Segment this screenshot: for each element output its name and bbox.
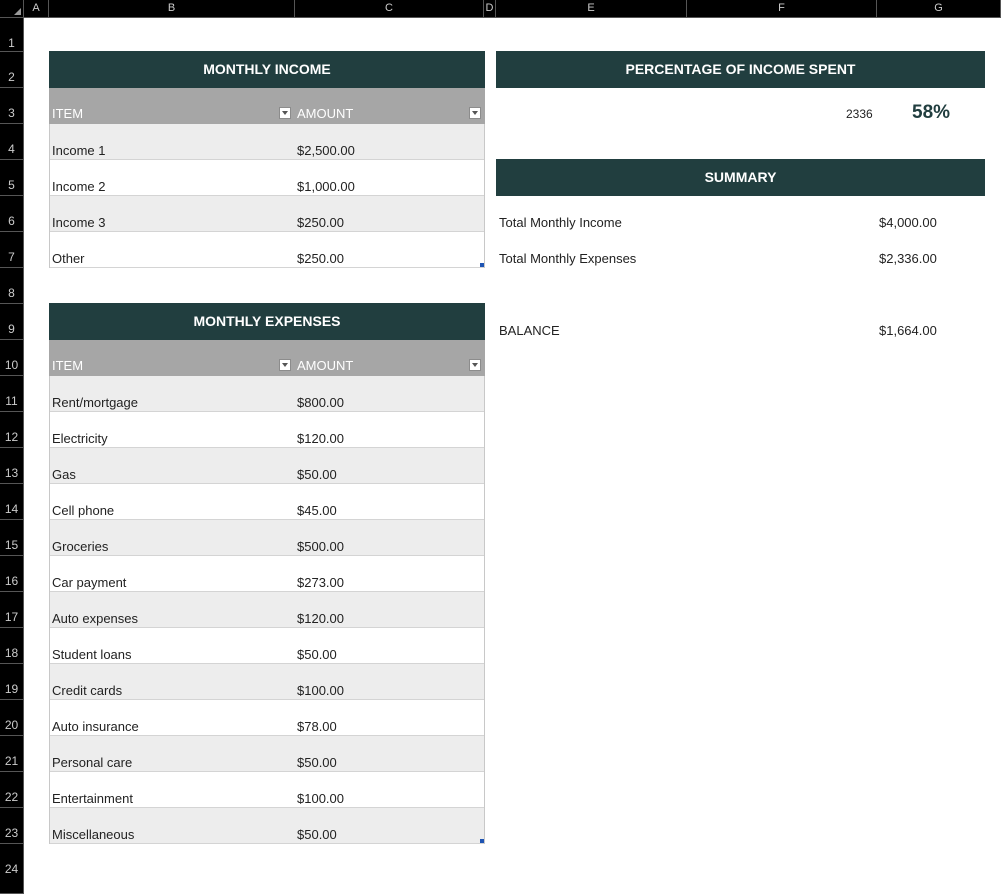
row-header-12[interactable]: 12 [0,412,24,448]
expense-amount: $500.00 [297,539,344,554]
expenses-col-item: ITEM [52,358,84,373]
income-item: Other [52,251,85,266]
row-header-7[interactable]: 7 [0,232,24,268]
income-item: Income 2 [52,179,106,194]
row-header-10[interactable]: 10 [0,340,24,376]
column-header-d[interactable]: D [484,0,496,18]
expense-item: Personal care [52,755,133,770]
expense-item: Entertainment [52,791,133,806]
column-header-e[interactable]: E [496,0,687,18]
expense-item: Auto expenses [52,611,139,626]
percentage-title: PERCENTAGE OF INCOME SPENT [496,51,985,88]
row-header-17[interactable]: 17 [0,592,24,628]
income-table-header [49,88,485,124]
expense-item: Cell phone [52,503,115,518]
expenses-total-raw[interactable]: 2336 [846,107,873,121]
expense-item: Auto insurance [52,719,139,734]
row-header-19[interactable]: 19 [0,664,24,700]
row-header-21[interactable]: 21 [0,736,24,772]
income-amount: $250.00 [297,215,344,230]
income-title: MONTHLY INCOME [49,51,485,88]
row-header-9[interactable]: 9 [0,304,24,340]
expense-amount: $50.00 [297,647,337,662]
expenses-table-resize-handle[interactable] [480,839,484,843]
row-header-22[interactable]: 22 [0,772,24,808]
expenses-table-border [49,376,485,844]
expense-amount: $800.00 [297,395,344,410]
expenses-col-amount: AMOUNT [297,358,354,373]
expense-item: Car payment [52,575,127,590]
column-header-a[interactable]: A [24,0,49,18]
income-item: Income 1 [52,143,106,158]
row-header-20[interactable]: 20 [0,700,24,736]
column-header-g[interactable]: G [877,0,1001,18]
row-header-3[interactable]: 3 [0,88,24,124]
income-col-amount: AMOUNT [297,106,354,121]
income-amount: $1,000.00 [297,179,355,194]
expense-item: Rent/mortgage [52,395,138,410]
expense-amount: $50.00 [297,467,337,482]
row-header-16[interactable]: 16 [0,556,24,592]
column-header-c[interactable]: C [295,0,484,18]
row-header-6[interactable]: 6 [0,196,24,232]
row-header-1[interactable]: 1 [0,18,24,52]
select-all-corner[interactable] [0,0,24,18]
expense-amount: $120.00 [297,431,344,446]
expense-item: Credit cards [52,683,123,698]
income-amount: $2,500.00 [297,143,355,158]
row-header-23[interactable]: 23 [0,808,24,844]
income-amount: $250.00 [297,251,344,266]
expense-amount: $45.00 [297,503,337,518]
expense-amount: $50.00 [297,755,337,770]
expense-amount: $273.00 [297,575,344,590]
expense-amount: $100.00 [297,683,344,698]
expense-amount: $120.00 [297,611,344,626]
expense-amount: $78.00 [297,719,337,734]
summary-expenses-value[interactable]: $2,336.00 [879,251,937,266]
expenses-amount-filter-dropdown[interactable] [469,359,481,371]
expense-item: Gas [52,467,76,482]
expense-item: Miscellaneous [52,827,135,842]
expenses-item-filter-dropdown[interactable] [279,359,291,371]
income-col-item: ITEM [52,106,84,121]
percent-spent[interactable]: 58% [912,102,951,123]
income-item: Income 3 [52,215,106,230]
expense-amount: $100.00 [297,791,344,806]
row-header-4[interactable]: 4 [0,124,24,160]
row-header-14[interactable]: 14 [0,484,24,520]
row-header-8[interactable]: 8 [0,268,24,304]
row-header-11[interactable]: 11 [0,376,24,412]
income-table-border [49,124,485,268]
row-header-18[interactable]: 18 [0,628,24,664]
row-header-5[interactable]: 5 [0,160,24,196]
summary-income-value[interactable]: $4,000.00 [879,215,937,230]
expenses-table-header [49,340,485,376]
income-amount-filter-dropdown[interactable] [469,107,481,119]
expense-item: Electricity [52,431,108,446]
expenses-title: MONTHLY EXPENSES [49,303,485,340]
expense-item: Student loans [52,647,132,662]
income-table-resize-handle[interactable] [480,263,484,267]
column-header-b[interactable]: B [49,0,295,18]
row-header-15[interactable]: 15 [0,520,24,556]
expense-item: Groceries [52,539,109,554]
balance-value[interactable]: $1,664.00 [879,323,937,338]
row-header-24[interactable]: 24 [0,844,24,894]
income-item-filter-dropdown[interactable] [279,107,291,119]
balance-label: BALANCE [499,323,560,338]
row-header-2[interactable]: 2 [0,52,24,88]
summary-expenses-label: Total Monthly Expenses [499,251,637,266]
column-header-f[interactable]: F [687,0,877,18]
summary-title: SUMMARY [496,159,985,196]
summary-income-label: Total Monthly Income [499,215,622,230]
row-header-13[interactable]: 13 [0,448,24,484]
expense-amount: $50.00 [297,827,337,842]
